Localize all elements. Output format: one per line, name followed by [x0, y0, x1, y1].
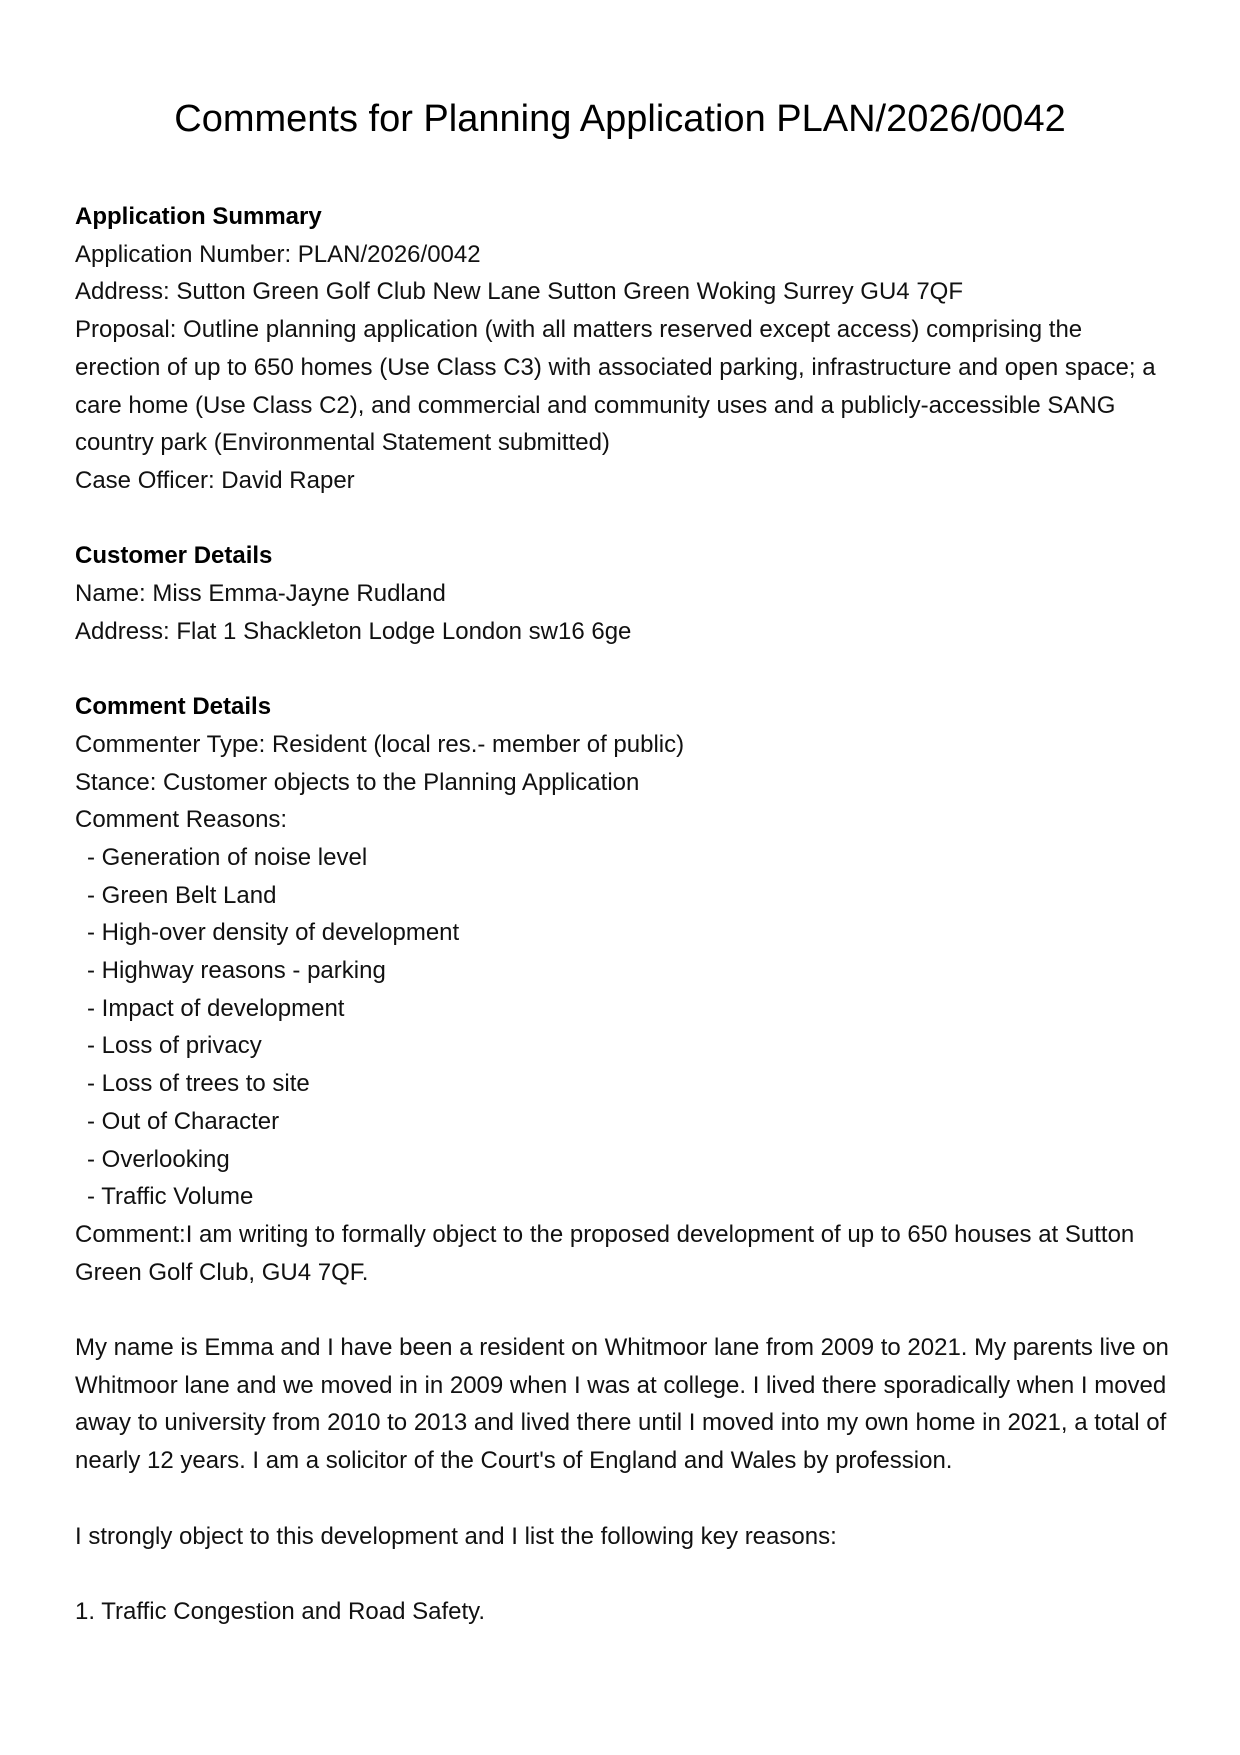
list-item: - Traffic Volume [87, 1183, 254, 1211]
case-officer: Case Officer: David Raper [75, 466, 355, 494]
customer-name: Name: Miss Emma-Jayne Rudland [75, 580, 446, 608]
application-summary-heading: Application Summary [75, 203, 322, 230]
page-title: Comments for Planning Application PLAN/2026/0042 [174, 98, 1066, 140]
stance: Stance: Customer objects to the Planning Application [75, 768, 640, 796]
list-item: - Generation of noise level [87, 843, 368, 871]
customer-details-section [75, 537, 1170, 650]
application-proposal: Proposal: Outline planning application (with all matters reserved except access) comprising the erection of up to 650 homes (Use Class C3) with associated parking, infrastructure and open space; a care home (Use Class C2), and commercial and community uses and a publicly-accessible SANG country park (Environmental Statement submitted) [75, 316, 1156, 457]
comment-text: Comment:I am writing to formally object to the proposed development of up to 650 houses at Sutton Green Golf Club, GU4 7QF. [75, 1220, 1135, 1286]
list-item: - High-over density of development [87, 919, 460, 947]
comment-paragraph-intro: My name is Emma and I have been a resident on Whitmoor lane from 2009 to 2021. My parents live on Whitmoor lane and we moved in in 2009 when I was at college. I lived there sporadically when I moved away to university from 2010 to 2013 and lived there until I moved into my own home in 2021, a total of nearly 12 years. I am a solicitor of the Court's of England and Wales by profession. [75, 1334, 1169, 1475]
list-item: - Out of Character [87, 1107, 280, 1135]
commenter-type: Commenter Type: Resident (local res.- member of public) [75, 730, 685, 758]
comment-paragraph-objection: I strongly object to this development and I list the following key reasons: [75, 1522, 837, 1550]
comment-details-section [75, 688, 1170, 1631]
comment-reasons-label: Comment Reasons: [75, 806, 288, 834]
comment-paragraph-point-1: 1. Traffic Congestion and Road Safety. [75, 1597, 486, 1625]
application-address: Address: Sutton Green Golf Club New Lane Sutton Green Woking Surrey GU4 7QF [75, 278, 963, 306]
application-number: Application Number: PLAN/2026/0042 [75, 240, 481, 268]
list-item: - Impact of development [87, 994, 345, 1022]
customer-address: Address: Flat 1 Shackleton Lodge London sw16 6ge [75, 617, 632, 645]
list-item: - Highway reasons - parking [87, 957, 386, 985]
list-item: - Green Belt Land [87, 881, 277, 909]
list-item: - Loss of privacy [87, 1032, 262, 1060]
application-summary-section [75, 198, 1170, 500]
document-body [75, 198, 1170, 1631]
comment-reasons-list [75, 839, 1170, 1216]
list-item: - Overlooking [87, 1145, 230, 1173]
customer-details-heading: Customer Details [75, 542, 273, 570]
list-item: - Loss of trees to site [87, 1070, 310, 1098]
comment-details-heading: Comment Details [75, 693, 272, 721]
